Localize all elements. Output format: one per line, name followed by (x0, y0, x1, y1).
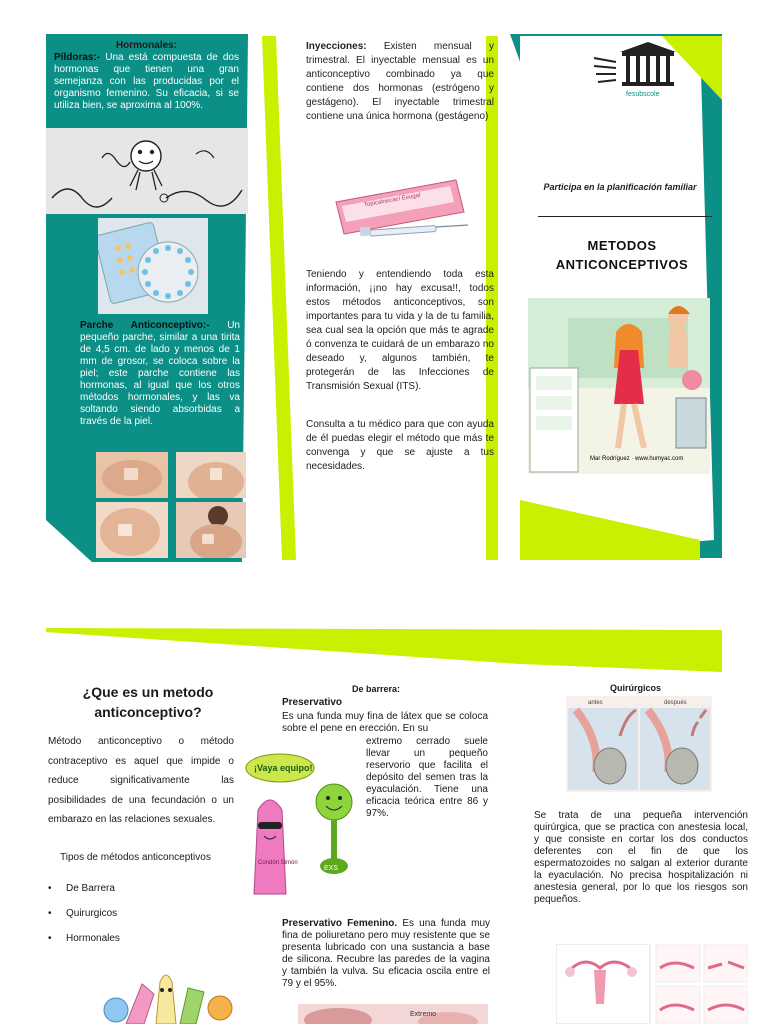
hormonales-block (54, 40, 239, 112)
preservativo-text-side: extremo cerrado suele llevar un pequeño reservorio que facilita el depósito del semen tras la eyaculación. Tiene una eficacia teórica entre 86 y 97%. (366, 736, 488, 819)
preservativo-heading: Preservativo (282, 697, 343, 708)
tipos-label: Tipos de métodos anticonceptivos (60, 852, 211, 863)
injection-image (330, 172, 478, 246)
que-es-body: Método anticonceptivo o método contraceptivo es aquel que impide o reduce significativamente las posibilidades de una fecundación o un embarazo en las relaciones sexuales. (48, 736, 234, 825)
illustration-credit: Mar Rodríguez · www.humyac.com (590, 456, 684, 462)
quirurgicos-body: Se trata de una pequeña intervención quirúrgica, que se practica con anestesia local, y que consiste en cortar los dos conductos deferentes con el fin de que los espermatozoides no salgan al exterior durante la eyaculación. No precisa hospitalización ni anestesia general, por lo que los riesgos son pequeños. (534, 810, 748, 905)
pildoras-text: Una está compuesta de dos hormonas que tienen una gran semejanza con las producidas por el organismo femenino. Su eficacia, si se utiliza bien, se aproxima al 100%. (54, 52, 239, 111)
white-card-right (520, 36, 714, 556)
quirurgicos-heading: Quirúrgicos (610, 683, 662, 693)
parche-block (80, 320, 240, 428)
female-condom-image (298, 1004, 488, 1024)
couple-illustration (528, 298, 710, 474)
lime-band-bottom (46, 628, 722, 672)
lime-stripe-mid-left (262, 36, 296, 560)
slogan: Participa en la planificación familiar (543, 182, 697, 192)
tipos-list (48, 876, 120, 951)
info-paragraph-2: Consulta a tu médico para que con ayuda de él puedas elegir el método que más te convenga y que se ajuste a tus necesidades. (306, 419, 494, 472)
pill-pack-image (98, 218, 208, 314)
parche-text: Un pequeño parche, similar a una tirita de 4,5 cm. de lado y menos de 1 mm de grosor, se coloca sobre la piel; este parche contiene las hormonas, al igual que los otros métodos hormonales, y las va soltando siendo absorbidas a través de la piel. (80, 320, 240, 427)
barrera-heading: De barrera: (352, 684, 401, 694)
vasectomy-diagram (566, 696, 712, 792)
que-es-title: ¿Que es un metodo anticonceptivo? (82, 684, 214, 720)
list-item: • Hormonales (48, 926, 120, 951)
sperm-cartoon-image (46, 128, 248, 214)
patch-photo-shoulder (176, 452, 246, 498)
parche-label: Parche Anticonceptivo:- (80, 320, 210, 331)
pildoras-label: Píldoras:- (54, 52, 101, 63)
patch-photo-abdomen (96, 502, 168, 558)
condom-cartoon-image (236, 740, 362, 898)
brochure-title: METODOS ANTICONCEPTIVOS (555, 238, 689, 272)
patch-photo-hip (96, 452, 168, 498)
patch-photo-back (176, 502, 246, 558)
inyecciones-block (306, 40, 494, 124)
preservativo-femenino-block (282, 918, 490, 990)
list-item: • De Barrera (48, 876, 120, 901)
syringe-box-label: Topicalnecae/ Eeugal (363, 192, 421, 209)
cartoon-name: Condón Simón (258, 860, 298, 866)
cartoon-badge: EXS (324, 865, 339, 872)
tubal-ligation-diagram (556, 944, 748, 1024)
despues-label: después (664, 700, 687, 706)
contraceptive-cartoon-image (96, 964, 246, 1024)
list-item: • Quirurgicos (48, 901, 120, 926)
title-divider (538, 216, 712, 217)
inyecciones-label: Inyecciones: (306, 41, 367, 52)
school-logo (590, 38, 682, 100)
inyecciones-text: Existen mensual y trimestral. El inyectable mensual es un anticonceptivo combinado ya que contiene dos hormonas (estrógeno y gestágeno). El inyectable trimestral contiene una única hormona (gestágeno) (306, 41, 495, 122)
antes-label: antes (588, 700, 603, 706)
preservativo-femenino-text: Es una funda muy fina de poliuretano pero muy resistente que se presenta lubricado con una sustancia a base de silicona. Recubre las paredes de la vagina y también la vulva. Su eficacia oscila entre el 79 y el 95%. (282, 918, 491, 989)
female-condom-label: Extremo (410, 1011, 437, 1018)
cartoon-speech-bubble: ¡Vaya equipo! (254, 763, 313, 773)
hormonales-heading: Hormonales: (115, 40, 178, 51)
preservativo-text-top: Es una funda muy fina de látex que se coloca sobre el pene en erección. En su (282, 711, 488, 734)
info-paragraph-1: Teniendo y entendiendo toda esta información, ¡¡no hay excusa!!, todos estos métodos anticonceptivos, son importantes para tu vida y la de tu familia, sea cual sea la opción que más te agrade ó convenza te cuidará de un embarazo no deseado y, algunos también, te protegerán de las Infecciones de Transmisión Sexual (ITS). (306, 269, 494, 392)
logo-text: fesubscole (626, 91, 660, 98)
preservativo-femenino-label: Preservativo Femenino. (282, 918, 398, 929)
